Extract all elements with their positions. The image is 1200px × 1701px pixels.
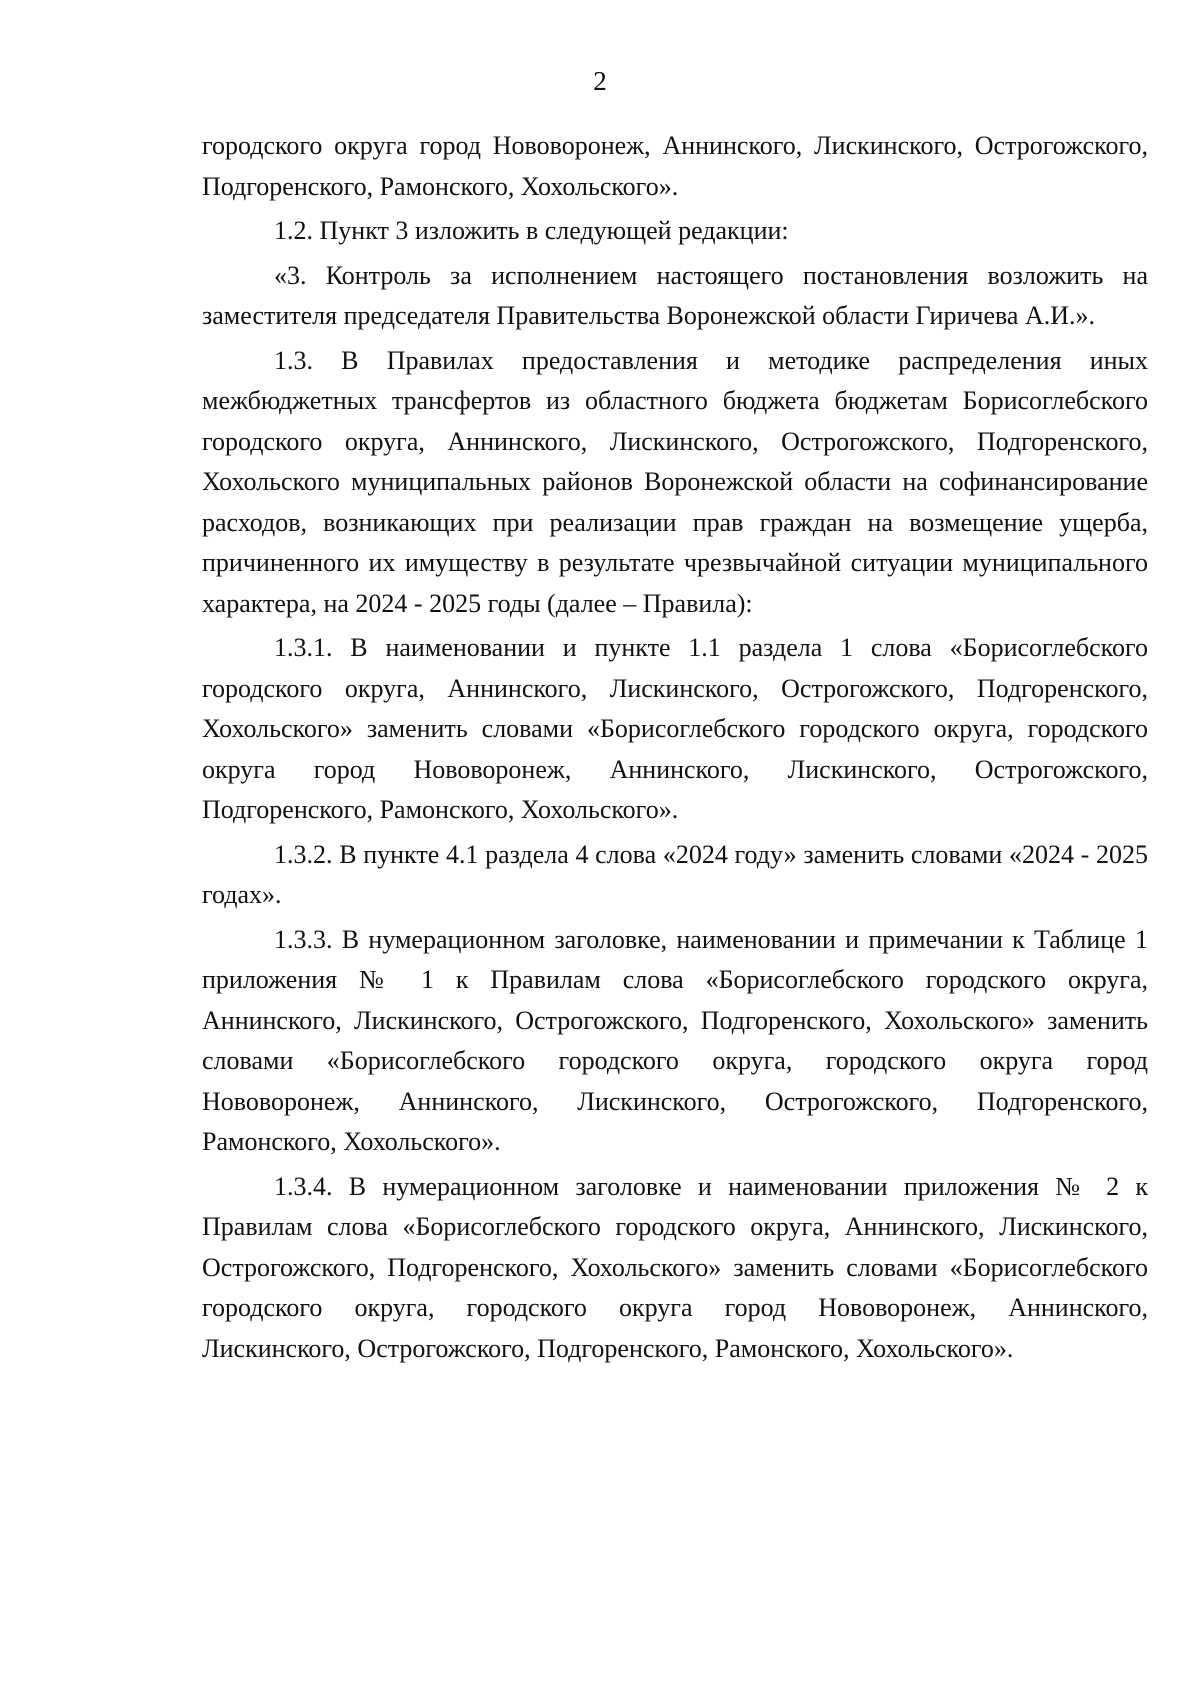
paragraph-point-3-quote: «3. Контроль за исполнением настоящего постановления возложить на заместителя председателя Правительства Воронежской области Гиричева А.И.». — [202, 260, 1148, 330]
paragraph-1-3-4: 1.3.4. В нумерационном заголовке и наименовании приложения № 2 к Правилам слова «Борисоглебского городского округа, Аннинского, Лискинского, Острогожского, Подгоренского, Хохольского» заменить словами «Борисоглебского городского округа, городского округа город Нововоронеж, Аннинского, Лискинского, Острогожского, Подгоренского, Рамонского, Хохольского». — [202, 1171, 1148, 1363]
paragraph-1-3: 1.3. В Правилах предоставления и методике распределения иных межбюджетных трансфертов из областного бюджета бюджетам Борисоглебского городского округа, Аннинского, Лискинского, Острогожского, Подгоренского, Хохольского муниципальных районов Воронежской области на софинансирование расходов, возникающих при реализации прав граждан на возмещение ущерба, причиненного их имуществу в результате чрезвычайной ситуации муниципального характера, на 2024 - 2025 годы (далее – Правила): — [202, 345, 1148, 618]
paragraph-1-3-1: 1.3.1. В наименовании и пункте 1.1 раздела 1 слова «Борисоглебского городского округа, Аннинского, Лискинского, Острогожского, Подгоренского, Хохольского» заменить словами «Борисоглебского городского округа, городского округа город Нововоронеж, Аннинского, Лискинского, Острогожского, Подгоренского, Рамонского, Хохольского». — [202, 633, 1148, 824]
paragraph-1-3-3: 1.3.3. В нумерационном заголовке, наименовании и примечании к Таблице 1 приложения № 1 к Правилам слова «Борисоглебского городского округа, Аннинского, Лискинского, Острогожского, Подгоренского, Хохольского» заменить словами «Борисоглебского городского округа, городского округа город Нововоронеж, Аннинского, Лискинского, Острогожского, Подгоренского, Рамонского, Хохольского». — [202, 924, 1148, 1156]
page-number: 2 — [593, 66, 607, 96]
paragraph-1-2: 1.2. Пункт 3 изложить в следующей редакции: — [274, 216, 789, 245]
paragraph-continuation: городского округа город Нововоронеж, Аннинского, Лискинского, Острогожского, Подгоренского, Рамонского, Хохольского». — [202, 131, 1148, 201]
paragraph-1-3-2: 1.3.2. В пункте 4.1 раздела 4 слова «2024 году» заменить словами «2024 - 2025 годах». — [202, 839, 1148, 909]
document-body — [202, 126, 1148, 1373]
